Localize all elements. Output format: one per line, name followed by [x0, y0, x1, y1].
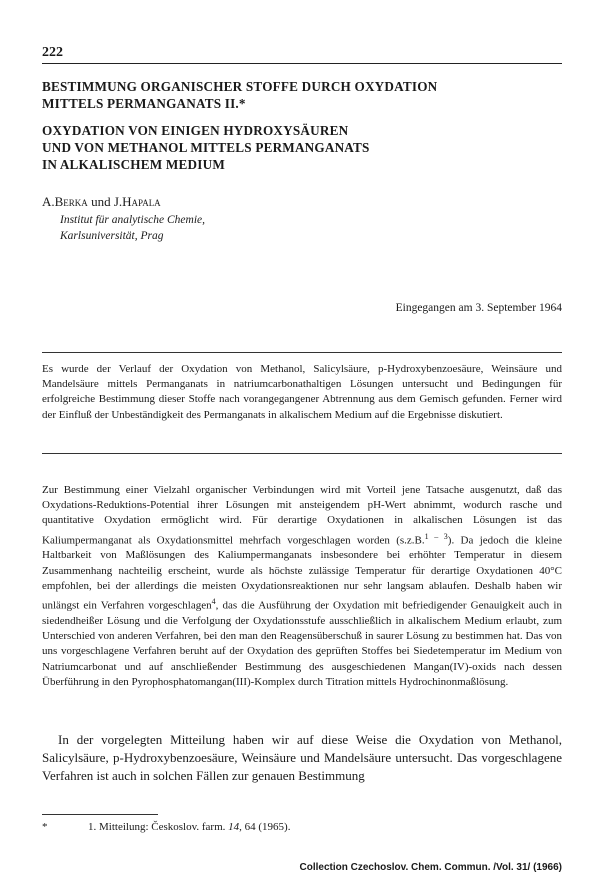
footnote-rule: [42, 814, 158, 815]
abstract-rule-top: [42, 352, 562, 353]
footnote-text-a: 1. Mitteilung: Českoslov. farm.: [88, 821, 229, 833]
sub-title-line3: IN ALKALISCHEM MEDIUM: [42, 157, 225, 172]
page-number: 222: [42, 45, 63, 60]
received-date: Eingegangen am 3. September 1964: [395, 302, 562, 314]
sub-title-line2: UND VON METHANOL MITTELS PERMANGANATS: [42, 140, 370, 155]
intro-text-part3: , das die Ausführung der Oxydation mit befriedigender Genauigkeit auch in siedendheißer Lösung und die Verfolgung der Oxydationsstufe ausschließlich in alkalischem Medium erlaubt, zum Unterschied von anderen Verfahren, bei den man den Reagensüberschuß in saurer Lösung zu bestimmen hat. Das von uns vorgeschlagene Verfahren beruht auf der Oxydation des geprüften Stoffes bei Siedetemperatur im Medium von Natriumcarbonat und auf anschließender Bestimmung des ausgeschiedenen Mangan(IV)-oxids nach dessen Überführung in den Pyrophosphatomangan(III)-Komplex durch Titration mittels Hydrochinonmaßlösung.: [42, 599, 562, 688]
main-title-line1: BESTIMMUNG ORGANISCHER STOFFE DURCH OXYDATION: [42, 79, 438, 94]
footnote-volume: 14: [228, 821, 240, 833]
author-2: J.Hapala: [113, 194, 161, 209]
sub-title: [42, 122, 562, 173]
reference-citation-1-3: 1 – 3: [424, 531, 448, 541]
main-title: [42, 78, 562, 112]
abstract: Es wurde der Verlauf der Oxydation von Methanol, Salicylsäure, p-Hydroxybenzoesäure, Weinsäure und Mandelsäure mittels Permanganats in natriumcarbonathaltigen Lösungen untersucht und Bedingungen für erfolgreiche Bestimmung dieser Stoffe nach vorangegangener Abtrennung aus dem Gemisch gefunden. Ferner wird der Einfluß der Unbeständigkeit des Permanganats in alkalischem Medium auf die Ergebnisse diskutiert.: [42, 363, 562, 421]
header-rule: [42, 63, 562, 64]
author-line: [42, 194, 161, 210]
main-title-line2: MITTELS PERMANGANATS II.*: [42, 96, 246, 111]
abstract-rule-bottom: [42, 453, 562, 454]
footnote-mark: *: [42, 821, 48, 833]
affiliation-line1: Institut für analytische Chemie,: [60, 214, 206, 226]
footnote-text-b: , 64 (1965).: [239, 821, 291, 833]
author-connector: und: [87, 194, 114, 209]
affiliation: [60, 212, 205, 244]
main-paragraph: In der vorgelegten Mitteilung haben wir auf diese Weise die Oxydation von Methanol, Salicylsäure, p-Hydroxybenzoesäure, Weinsäure und Mandelsäure untersucht. Das vorgeschlagene Verfahren ist auch in solchen Fällen zur genauen Bestimmung: [42, 732, 562, 783]
affiliation-line2: Karlsuniversität, Prag: [60, 230, 164, 242]
reference-citation-4: 4: [211, 597, 216, 607]
intro-text-part2: ). Da jedoch die kleine Haltbarkeit von Maßlösungen des Kaliumpermanganats insbesondere bei erhöhter Temperatur in diesem Zusammenhang nachteilig erscheint, wurde als höchste zulässige Temperatur für derartige Oxydationen 40°C empfohlen, bei der allerdings die meisten Oxydationsreaktionen nur sehr langsam ablaufen. Deshalb haben wir unlängst ein Verfahren vorgeschlagen: [42, 534, 562, 612]
footnote: [42, 821, 562, 833]
intro-text-part1: Zur Bestimmung einer Vielzahl organischer Verbindungen wird mit Vorteil jene Tatsache ausgenutzt, daß das Oxydations-Reduktions-Potential ihrer Lösungen mit ansteigendem pH-Wert abnimmt, wodurch rasche und quantitative Oxydation ermöglicht wird. Für derartige Oxydationen in alkalischen Lösungen ist das Kaliumpermanganat als Oxydationsmittel mehrfach vorgeschlagen worden (s.z.B.: [42, 484, 562, 547]
author-1: A.Berka: [42, 194, 88, 209]
introduction-paragraph: [42, 483, 562, 690]
journal-footer: Collection Czechoslov. Chem. Commun. /Vol. 31/ (1966): [299, 862, 562, 873]
sub-title-line1: OXYDATION VON EINIGEN HYDROXYSÄUREN: [42, 123, 349, 138]
